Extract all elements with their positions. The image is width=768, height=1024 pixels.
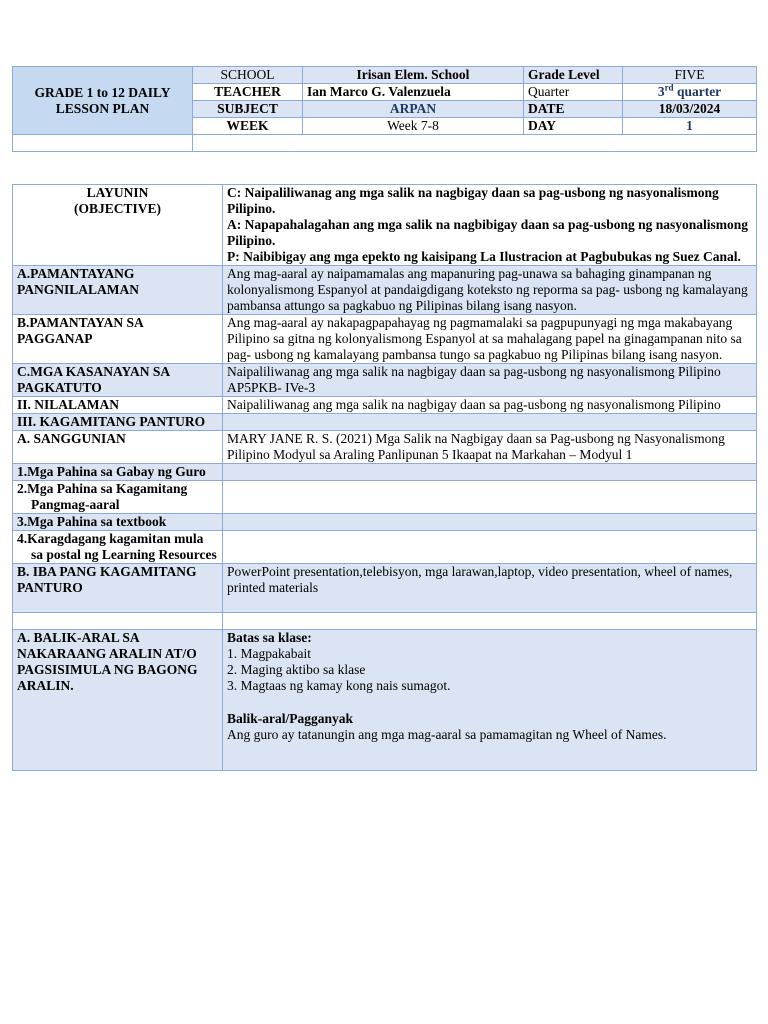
batas-item-3: 3. Magtaas ng kamay kong nais sumagot. <box>227 678 451 693</box>
day-value: 1 <box>623 118 757 135</box>
iba-label: B. IBA PANG KAGAMITANG PANTURO <box>13 564 223 613</box>
teacher-value: Ian Marco G. Valenzuela <box>303 84 524 101</box>
objective-row <box>13 185 757 266</box>
gabay-row <box>13 464 757 481</box>
title-text: GRADE 1 to 12 DAILY LESSON PLAN <box>34 84 171 116</box>
header-table <box>12 66 757 152</box>
empty-cell <box>13 135 193 152</box>
balik-text: Ang guro ay tatanungin ang mga mag-aaral sa pamamagitan ng Wheel of Names. <box>227 727 667 742</box>
grade-label: Grade Level <box>524 67 623 84</box>
nilalaman-row <box>13 397 757 414</box>
teacher-label: TEACHER <box>193 84 303 101</box>
kagamitan-label: III. KAGAMITANG PANTURO <box>13 414 223 431</box>
pamantayang-label: A.PAMANTAYANG PANGNILALAMAN <box>13 266 223 315</box>
pamantayang-value: Ang mag-aaral ay naipamamalas ang mapanuring pag-unawa sa bahaging ginampanan ng kolonyalismong Espanyol at pandaigdigang koteksto ng reporma sa pag- usbong ng kamalayang pambansa attungo sa pagkabuo ng Pilipinas bilang isang nasyon. <box>223 266 757 315</box>
karagdagang-label <box>13 531 223 564</box>
iba-value: PowerPoint presentation,telebisyon, mga larawan,laptop, video presentation, wheel of names, printed materials <box>223 564 757 613</box>
karagdagang-row <box>13 531 757 564</box>
kagamitang-label <box>13 481 223 514</box>
iba-row <box>13 564 757 613</box>
day-label: DAY <box>524 118 623 135</box>
lesson-plan-title <box>13 67 193 135</box>
sanggunian-row <box>13 431 757 464</box>
karagdagang-label-line2: sa postal ng Learning Resources <box>31 547 217 562</box>
subject-label: SUBJECT <box>193 101 303 118</box>
objective-label: LAYUNIN (OBJECTIVE) <box>13 185 223 266</box>
textbook-label: 3.Mga Pahina sa textbook <box>13 514 223 531</box>
kagamitang-value <box>223 481 757 514</box>
objective-value <box>223 185 757 266</box>
pamantayang-row <box>13 266 757 315</box>
gabay-label: 1.Mga Pahina sa Gabay ng Guro <box>13 464 223 481</box>
kasanayan-row <box>13 364 757 397</box>
batas-item-1: 1. Magpakabait <box>227 646 311 661</box>
date-label: DATE <box>524 101 623 118</box>
kasanayan-text: Naipaliliwanag ang mga salik na nagbigay daan sa pag-usbong ng nasyonalismong Pilipino <box>227 364 721 379</box>
balik-row <box>13 630 757 771</box>
empty-cell <box>223 613 757 630</box>
karagdagang-value <box>223 531 757 564</box>
quarter-label: Quarter <box>524 84 623 101</box>
kagamitang-label-line2: Pangmag-aaral <box>31 497 120 512</box>
spacer-row <box>13 613 757 630</box>
empty-cell <box>193 135 757 152</box>
week-value: Week 7-8 <box>303 118 524 135</box>
kasanayan-code: AP5PKB- IVe-3 <box>227 380 316 395</box>
nilalaman-label: II. NILALAMAN <box>13 397 223 414</box>
kasanayan-label: C.MGA KASANAYAN SA PAGKATUTO <box>13 364 223 397</box>
pagganap-value: Ang mag-aaral ay nakapagpapahayag ng pagmamalaki sa pagpupunyagi ng mga makabayang Pilipino sa gitna ng kolonyalismong Espanyol at sa mahalagang papel na ginagampanan nito sa pag- usbong ng kamalayang pambansa tungo sa pagkabuo ng Pilipinas bilang isang nasyon. <box>223 315 757 364</box>
balik-title: Balik-aral/Pagganyak <box>227 711 354 726</box>
textbook-value <box>223 514 757 531</box>
balik-label: A. BALIK-ARAL SA NAKARAANG ARALIN AT/O PAGSISIMULA NG BAGONG ARALIN. <box>13 630 223 771</box>
kagamitang-row <box>13 481 757 514</box>
date-value: 18/03/2024 <box>623 101 757 118</box>
objective-p: P: Naibibigay ang mga epekto ng kaisipang La Ilustracion at Pagbubukas ng Suez Canal. <box>227 249 741 264</box>
objective-c: C: Naipaliliwanag ang mga salik na nagbigay daan sa pag-usbong ng nasyonalismong Pilipino. <box>227 185 719 216</box>
karagdagang-label-line1: 4.Karagdagang kagamitan mula <box>17 531 204 546</box>
school-value: Irisan Elem. School <box>303 67 524 84</box>
nilalaman-value: Naipaliliwanag ang mga salik na nagbigay daan sa pag-usbong ng nasyonalismong Pilipino <box>223 397 757 414</box>
batas-title: Batas sa klase: <box>227 630 312 645</box>
gabay-value <box>223 464 757 481</box>
pagganap-label: B.PAMANTAYAN SA PAGGANAP <box>13 315 223 364</box>
empty-cell <box>13 613 223 630</box>
kagamitan-value <box>223 414 757 431</box>
kagamitan-row <box>13 414 757 431</box>
quarter-value: 3rd quarter <box>623 84 757 101</box>
subject-value: ARPAN <box>303 101 524 118</box>
kasanayan-value <box>223 364 757 397</box>
pagganap-row <box>13 315 757 364</box>
lesson-table <box>12 184 757 771</box>
grade-value: FIVE <box>623 67 757 84</box>
sanggunian-label: A. SANGGUNIAN <box>13 431 223 464</box>
objective-a: A: Napapahalagahan ang mga salik na nagbibigay daan sa pag-usbong ng nasyonalismong Pilipino. <box>227 217 749 248</box>
blank-line <box>227 694 752 711</box>
school-label: SCHOOL <box>193 67 303 84</box>
batas-item-2: 2. Maging aktibo sa klase <box>227 662 366 677</box>
kagamitang-label-line1: 2.Mga Pahina sa Kagamitang <box>17 481 188 496</box>
sanggunian-value: MARY JANE R. S. (2021) Mga Salik na Nagbigay daan sa Pag-usbong ng Nasyonalismong Pilipino Modyul sa Araling Panlipunan 5 Ikaapat na Markahan – Modyul 1 <box>223 431 757 464</box>
balik-value <box>223 630 757 771</box>
textbook-row <box>13 514 757 531</box>
week-label: WEEK <box>193 118 303 135</box>
